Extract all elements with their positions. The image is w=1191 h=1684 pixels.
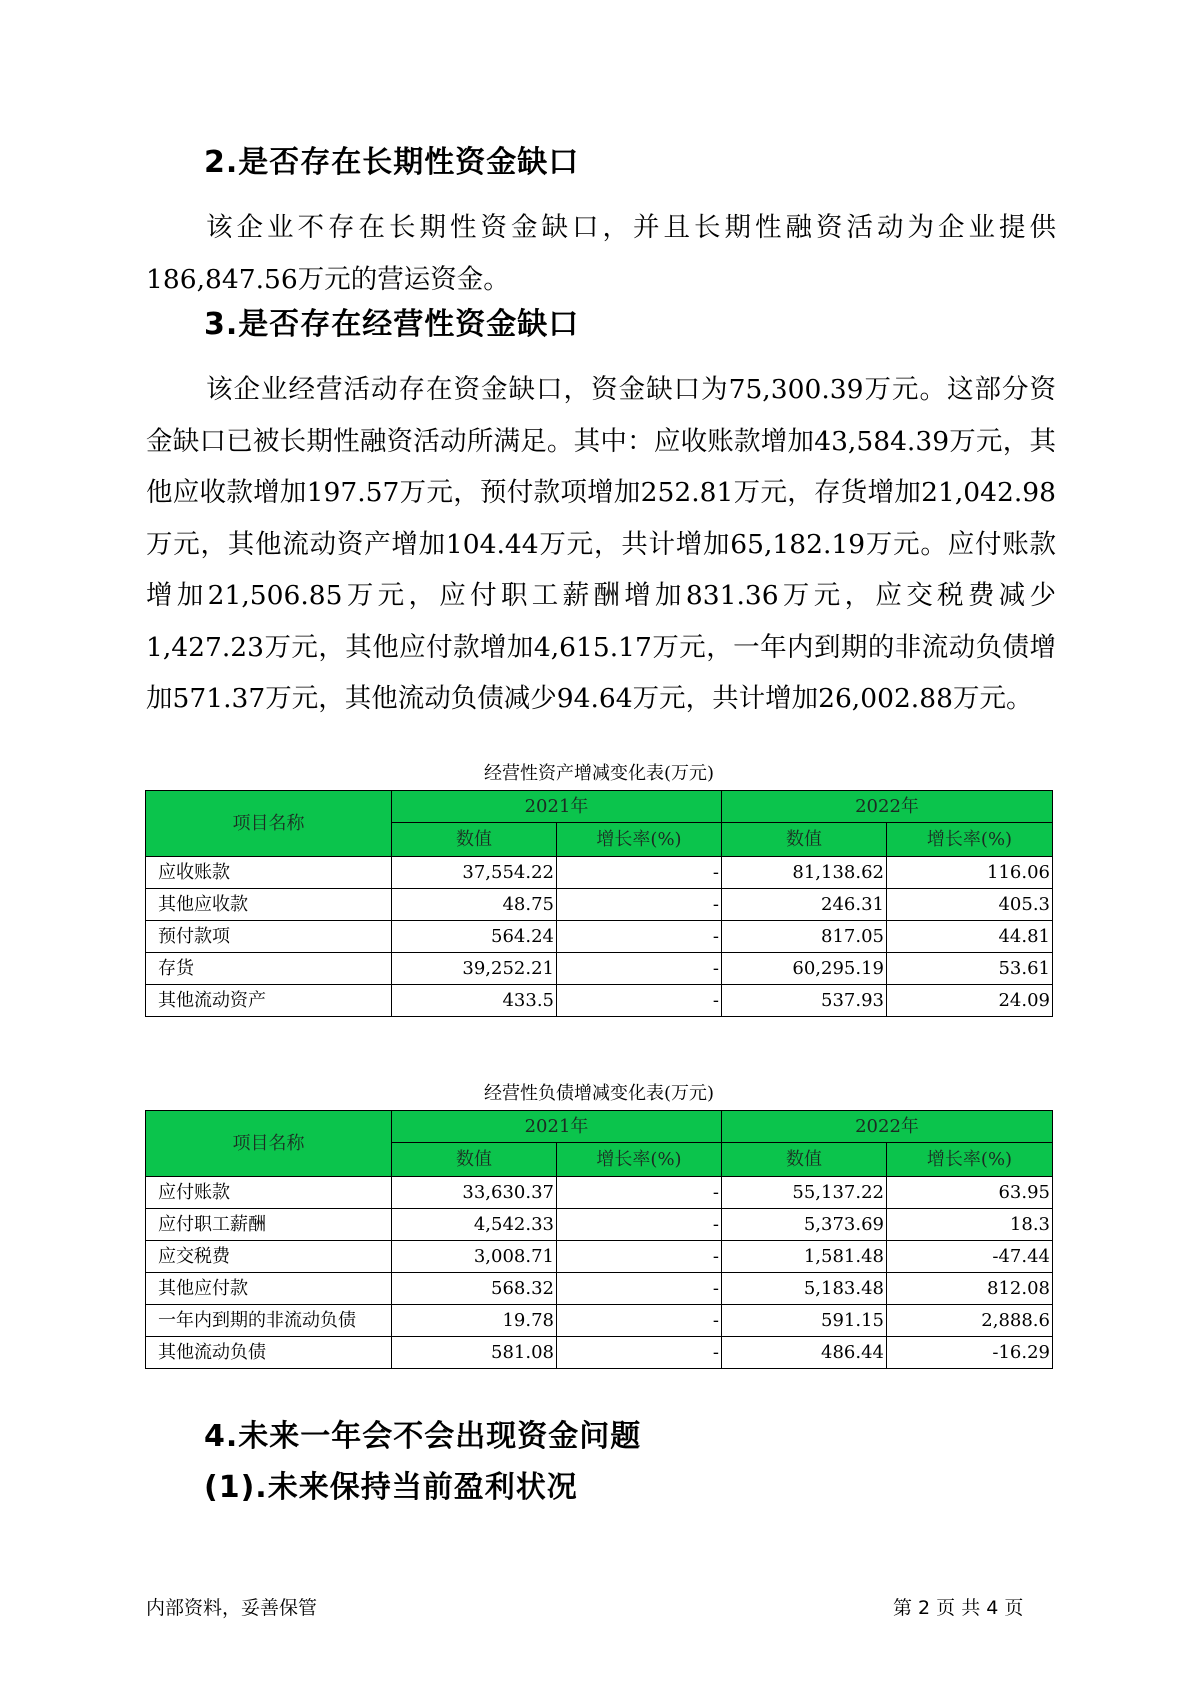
growth-2022: -47.44 bbox=[887, 1241, 1053, 1273]
row-name: 应付账款 bbox=[146, 1177, 392, 1209]
liability-table-caption: 经营性负债增减变化表(万元) bbox=[483, 1083, 715, 1104]
growth-2022: -16.29 bbox=[887, 1337, 1053, 1369]
growth-2022: 812.08 bbox=[887, 1273, 1053, 1305]
header-year-2022: 2022年 bbox=[722, 791, 1053, 823]
growth-2021: - bbox=[557, 921, 722, 953]
value-2021: 564.24 bbox=[392, 921, 557, 953]
value-2022: 60,295.19 bbox=[722, 953, 887, 985]
value-2022: 5,373.69 bbox=[722, 1209, 887, 1241]
growth-2022: 405.3 bbox=[887, 889, 1053, 921]
value-2022: 591.15 bbox=[722, 1305, 887, 1337]
heading-future-funding: 4.未来一年会不会出现资金问题 bbox=[204, 1419, 642, 1454]
growth-2022: 44.81 bbox=[887, 921, 1053, 953]
table-row bbox=[146, 921, 1053, 953]
header-value-2021: 数值 bbox=[392, 823, 557, 857]
table-row bbox=[146, 889, 1053, 921]
growth-2021: - bbox=[557, 889, 722, 921]
header-year-2021: 2021年 bbox=[392, 791, 722, 823]
liability-change-table bbox=[145, 1110, 1053, 1369]
row-name: 应付职工薪酬 bbox=[146, 1209, 392, 1241]
row-name: 应交税费 bbox=[146, 1241, 392, 1273]
row-name: 其他应付款 bbox=[146, 1273, 392, 1305]
paragraph-operating-gap: 该企业经营活动存在资金缺口，资金缺口为75,300.39万元。这部分资金缺口已被长期性融资活动所满足。其中：应收账款增加43,584.39万元，其他应收款增加197.57万元，预付款项增加252.81万元，存货增加21,042.98万元，其他流动资产增加104.44万元，共计增加65,182.19万元。应付账款增加21,506.85万元，应付职工薪酬增加831.36万元，应交税费减少1,427.23万元，其他应付款增加4,615.17万元，一年内到期的非流动负债增加571.37万元，其他流动负债减少94.64万元，共计增加26,002.88万元。 bbox=[146, 374, 1056, 714]
header-growth-2022: 增长率(%) bbox=[887, 1143, 1053, 1177]
growth-2021: - bbox=[557, 1177, 722, 1209]
growth-2021: - bbox=[557, 1241, 722, 1273]
value-2022: 1,581.48 bbox=[722, 1241, 887, 1273]
header-growth-2021: 增长率(%) bbox=[557, 1143, 722, 1177]
row-name: 应收账款 bbox=[146, 857, 392, 889]
heading-operating-gap: 3.是否存在经营性资金缺口 bbox=[204, 307, 580, 342]
growth-2021: - bbox=[557, 1337, 722, 1369]
table-row bbox=[146, 1209, 1053, 1241]
value-2021: 33,630.37 bbox=[392, 1177, 557, 1209]
row-name: 一年内到期的非流动负债 bbox=[146, 1305, 392, 1337]
growth-2022: 18.3 bbox=[887, 1209, 1053, 1241]
value-2021: 3,008.71 bbox=[392, 1241, 557, 1273]
heading-long-term-gap: 2.是否存在长期性资金缺口 bbox=[204, 145, 580, 180]
value-2022: 81,138.62 bbox=[722, 857, 887, 889]
table-row bbox=[146, 985, 1053, 1017]
value-2021: 568.32 bbox=[392, 1273, 557, 1305]
growth-2021: - bbox=[557, 1209, 722, 1241]
table-row bbox=[146, 1177, 1053, 1209]
value-2022: 486.44 bbox=[722, 1337, 887, 1369]
row-name: 其他流动负债 bbox=[146, 1337, 392, 1369]
header-year-2022: 2022年 bbox=[722, 1111, 1053, 1143]
value-2022: 5,183.48 bbox=[722, 1273, 887, 1305]
row-name: 其他应收款 bbox=[146, 889, 392, 921]
header-growth-2021: 增长率(%) bbox=[557, 823, 722, 857]
value-2021: 433.5 bbox=[392, 985, 557, 1017]
value-2021: 48.75 bbox=[392, 889, 557, 921]
growth-2022: 63.95 bbox=[887, 1177, 1053, 1209]
value-2022: 537.93 bbox=[722, 985, 887, 1017]
value-2021: 39,252.21 bbox=[392, 953, 557, 985]
paragraph-long-term-gap: 该企业不存在长期性资金缺口，并且长期性融资活动为企业提供186,847.56万元的营运资金。 bbox=[146, 212, 1056, 295]
heading-maintain-profit: (1).未来保持当前盈利状况 bbox=[204, 1470, 578, 1505]
header-growth-2022: 增长率(%) bbox=[887, 823, 1053, 857]
value-2022: 246.31 bbox=[722, 889, 887, 921]
value-2021: 4,542.33 bbox=[392, 1209, 557, 1241]
header-value-2022: 数值 bbox=[722, 1143, 887, 1177]
growth-2021: - bbox=[557, 953, 722, 985]
growth-2021: - bbox=[557, 1305, 722, 1337]
value-2021: 581.08 bbox=[392, 1337, 557, 1369]
growth-2022: 2,888.6 bbox=[887, 1305, 1053, 1337]
value-2022: 55,137.22 bbox=[722, 1177, 887, 1209]
growth-2021: - bbox=[557, 857, 722, 889]
header-year-2021: 2021年 bbox=[392, 1111, 722, 1143]
row-name: 存货 bbox=[146, 953, 392, 985]
value-2021: 19.78 bbox=[392, 1305, 557, 1337]
table-row bbox=[146, 1305, 1053, 1337]
header-value-2021: 数值 bbox=[392, 1143, 557, 1177]
value-2021: 37,554.22 bbox=[392, 857, 557, 889]
table-row bbox=[146, 1273, 1053, 1305]
value-2022: 817.05 bbox=[722, 921, 887, 953]
header-value-2022: 数值 bbox=[722, 823, 887, 857]
growth-2021: - bbox=[557, 985, 722, 1017]
row-name: 预付款项 bbox=[146, 921, 392, 953]
table-row bbox=[146, 953, 1053, 985]
row-name: 其他流动资产 bbox=[146, 985, 392, 1017]
growth-2022: 24.09 bbox=[887, 985, 1053, 1017]
growth-2021: - bbox=[557, 1273, 722, 1305]
footer-confidential-note: 内部资料，妥善保管 bbox=[146, 1597, 318, 1619]
table-row bbox=[146, 857, 1053, 889]
header-item-name: 项目名称 bbox=[146, 791, 392, 857]
table-row bbox=[146, 1337, 1053, 1369]
asset-change-table bbox=[145, 790, 1053, 1017]
table-row bbox=[146, 1241, 1053, 1273]
growth-2022: 53.61 bbox=[887, 953, 1053, 985]
asset-table-caption: 经营性资产增减变化表(万元) bbox=[483, 763, 715, 784]
growth-2022: 116.06 bbox=[887, 857, 1053, 889]
header-item-name: 项目名称 bbox=[146, 1111, 392, 1177]
footer-page-number: 第 2 页 共 4 页 bbox=[893, 1597, 1024, 1619]
